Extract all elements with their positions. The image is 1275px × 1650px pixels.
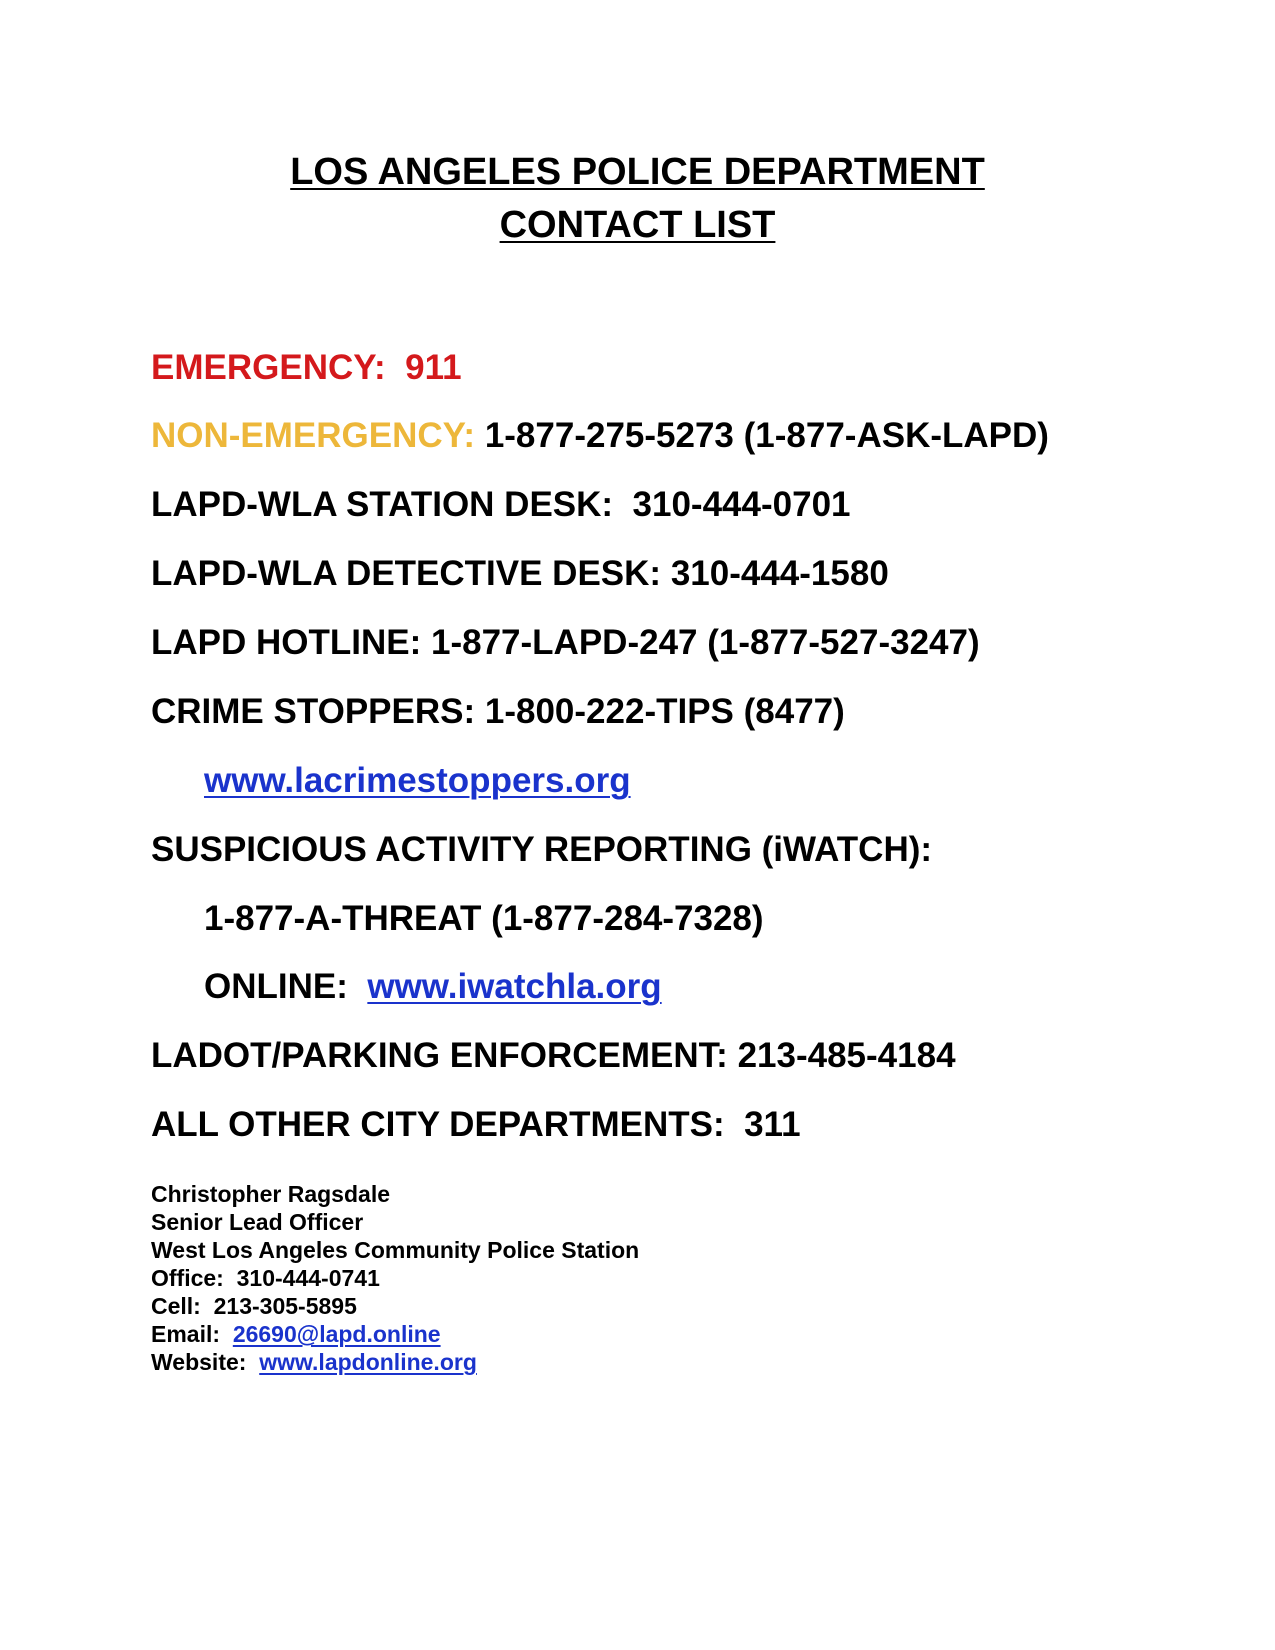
iwatch-online-line [204, 967, 662, 1007]
signature-office [151, 1264, 380, 1292]
signature-cell [151, 1292, 357, 1320]
signature-website [151, 1348, 477, 1376]
office-label: Office: [151, 1265, 224, 1291]
iwatch-phone: 1-877-A-THREAT (1-877-284-7328) [204, 899, 764, 938]
emergency-line [151, 348, 462, 388]
iwatch-phone-line [204, 899, 764, 939]
ladot-line [151, 1036, 956, 1076]
emergency-number: 911 [405, 348, 462, 387]
cell-label: Cell: [151, 1293, 201, 1319]
detective-desk-number: 310-444-1580 [670, 554, 889, 593]
city-departments-line [151, 1105, 801, 1145]
non-emergency-line [151, 416, 1049, 456]
non-emergency-label: NON-EMERGENCY: [151, 416, 476, 455]
crime-stoppers-label: CRIME STOPPERS: [151, 692, 476, 731]
non-emergency-number: 1-877-275-5273 (1-877-ASK-LAPD) [484, 416, 1049, 455]
email-label: Email: [151, 1321, 221, 1347]
iwatch-online-label: ONLINE: [204, 967, 348, 1006]
crime-stoppers-link[interactable]: www.lacrimestoppers.org [204, 761, 631, 800]
detective-desk-label: LAPD-WLA DETECTIVE DESK: [151, 554, 662, 593]
iwatch-label: SUSPICIOUS ACTIVITY REPORTING (iWATCH): [151, 830, 933, 869]
signature-name: Christopher Ragsdale [151, 1181, 390, 1207]
page-title-line2: CONTACT LIST [499, 204, 776, 246]
city-departments-number: 311 [744, 1105, 801, 1144]
crime-stoppers-link-line [204, 761, 631, 801]
cell-number: 213-305-5895 [213, 1293, 357, 1319]
signature-station: West Los Angeles Community Police Station [151, 1237, 640, 1263]
page-title-line1: LOS ANGELES POLICE DEPARTMENT [290, 151, 985, 193]
station-desk-number: 310-444-0701 [632, 485, 851, 524]
ladot-label: LADOT/PARKING ENFORCEMENT: [151, 1036, 728, 1075]
ladot-number: 213-485-4184 [737, 1036, 956, 1075]
iwatch-online-link[interactable]: www.iwatchla.org [367, 967, 662, 1006]
station-desk-label: LAPD-WLA STATION DESK: [151, 485, 614, 524]
hotline-line [151, 623, 980, 663]
website-label: Website: [151, 1349, 247, 1375]
city-departments-label: ALL OTHER CITY DEPARTMENTS: [151, 1105, 725, 1144]
hotline-label: LAPD HOTLINE: [151, 623, 422, 662]
crime-stoppers-number: 1-800-222-TIPS (8477) [484, 692, 845, 731]
crime-stoppers-line [151, 692, 845, 732]
detective-desk-line [151, 554, 889, 594]
website-link[interactable]: www.lapdonline.org [259, 1349, 477, 1375]
emergency-label: EMERGENCY: [151, 348, 386, 387]
office-number: 310-444-0741 [236, 1265, 380, 1291]
iwatch-line [151, 830, 932, 870]
signature-email [151, 1320, 441, 1348]
station-desk-line [151, 485, 851, 525]
signature-title: Senior Lead Officer [151, 1209, 364, 1235]
email-link[interactable]: 26690@lapd.online [232, 1321, 441, 1347]
hotline-number: 1-877-LAPD-247 (1-877-527-3247) [431, 623, 980, 662]
